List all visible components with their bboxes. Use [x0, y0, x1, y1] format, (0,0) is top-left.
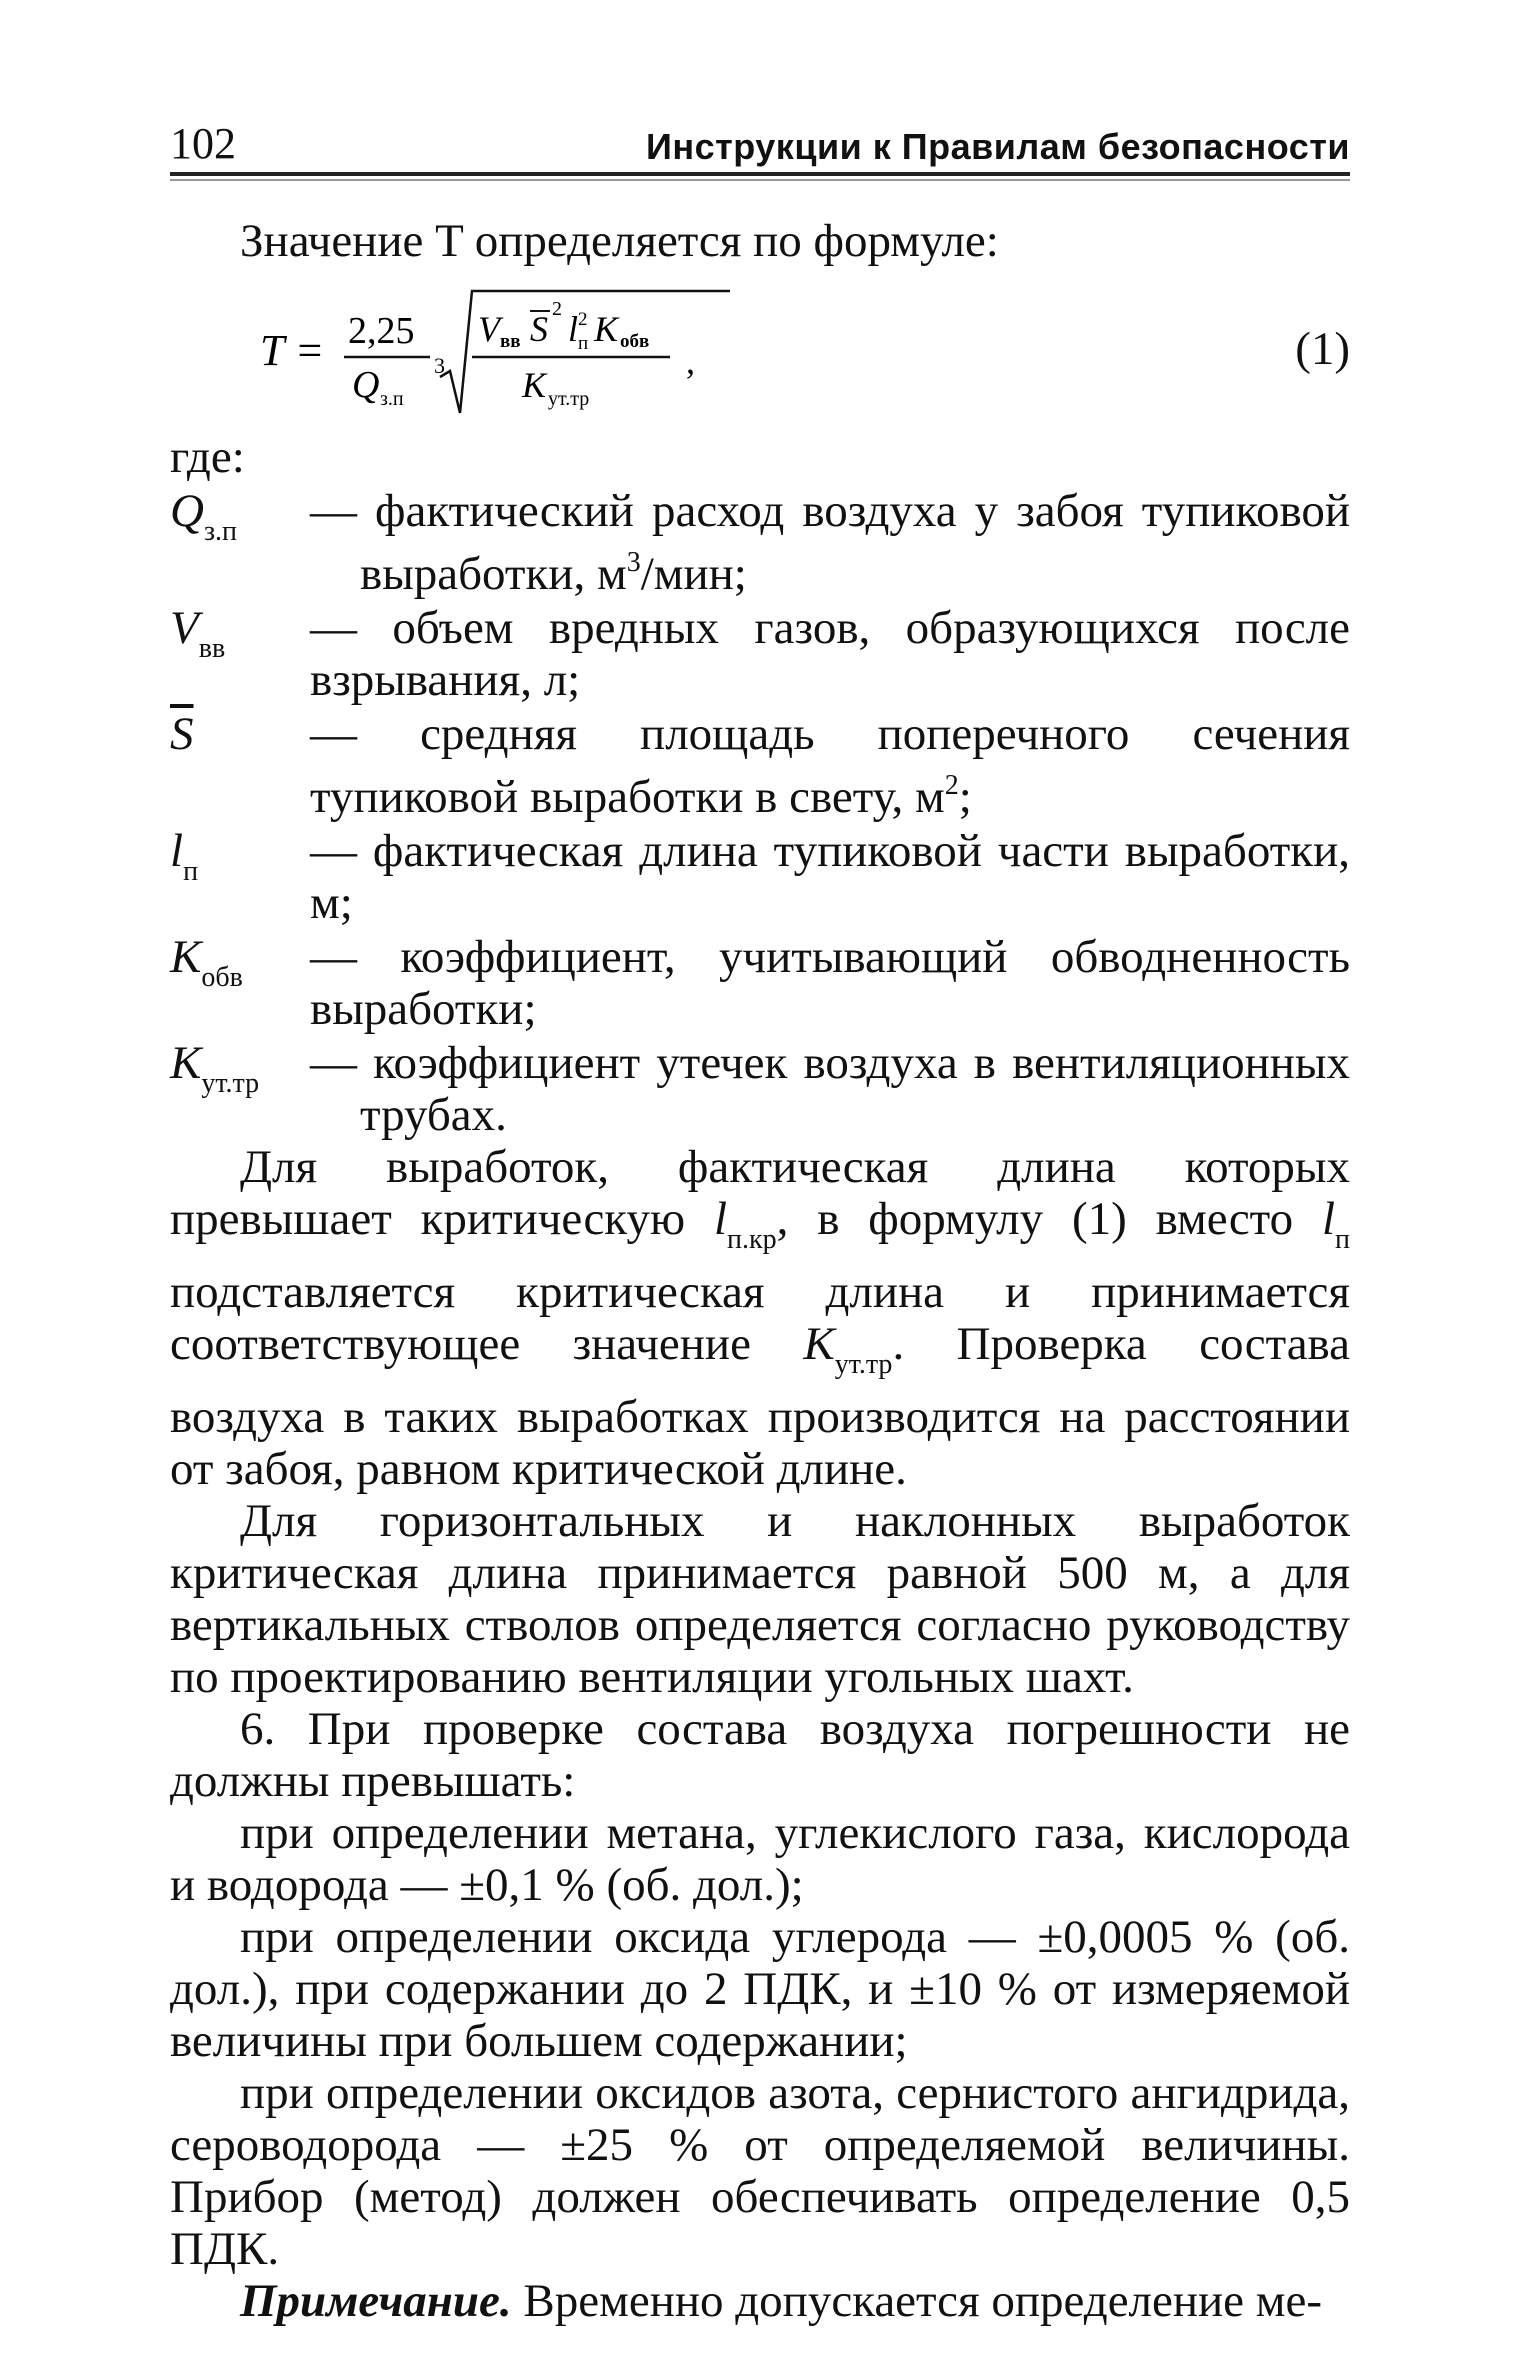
formula-intro: Значение T определяется по формуле: [240, 215, 999, 267]
paragraph-item-6: 6. При проверке состава воздуха погрешности не должны превышать: [170, 1703, 1350, 1807]
paragraph-note: Примечание. Временно допускается определение ме- [240, 2275, 1323, 2327]
definition-item [170, 602, 1350, 706]
root-index: 3 [434, 353, 445, 378]
formula-num-k: K [594, 309, 619, 349]
definition-text: — коэффициент, учитывающий обводненность выработки; [310, 931, 1350, 1035]
definition-item [170, 708, 1350, 823]
formula-svg [260, 273, 1260, 423]
definition-symbol: $K_{обв}$ [170, 931, 243, 993]
formula-num-l: l [568, 309, 579, 349]
formula-den-k: K [522, 365, 547, 405]
formula-den-k-sub: ут.тр [548, 388, 590, 410]
definition-symbol: $\overline{S}$ [170, 708, 194, 760]
definitions-list [170, 485, 1350, 1141]
definition-text: — средняя площадь поперечного сечения тупиковой выработки в свету, $м^2$; [310, 708, 1350, 823]
note-label: Примечание. [240, 2275, 512, 2327]
definition-item [170, 825, 1350, 929]
running-title: Инструкции к Правилам безопасности [646, 126, 1350, 167]
formula-num-s-sup: 2 [552, 298, 562, 320]
definition-text: — фактическая длина тупиковой части выработки, м; [310, 825, 1350, 929]
paragraph-carbon-oxide: при определении оксида углерода — ±0,0005 % (об. дол.), при содержании до 2 ПДК, и ±10 % от измеряемой величины при большем содержании; [170, 1911, 1350, 2067]
formula-num-s: S [530, 309, 548, 349]
formula-lhs: T = [260, 326, 325, 375]
formula-num-v-sub: вв [500, 331, 521, 352]
formula-num-k-sub: обв [620, 331, 650, 352]
formula-num-l-sub: п [578, 333, 589, 354]
definition-text: — объем вредных газов, образующихся после взрывания, л; [310, 602, 1350, 706]
formula-comma: , [686, 341, 695, 381]
paragraph-nitrogen-oxides: при определении оксидов азота, сернистого ангидрида, сероводорода — ±25 % от определяемой величины. Прибор (метод) должен обеспечивать определение 0,5 ПДК. [170, 2067, 1350, 2275]
header-rule [170, 172, 1350, 176]
definition-item [170, 1037, 1350, 1141]
page-number: 102 [170, 119, 236, 168]
header-rule-thin [170, 179, 1350, 181]
formula-den-q: Q [352, 364, 380, 406]
formula-1 [170, 273, 1350, 423]
page-header [170, 118, 1350, 178]
definition-item [170, 931, 1350, 1035]
definition-symbol: $l_п$ [170, 825, 199, 887]
formula-num-v: V [478, 309, 500, 349]
definition-text: — фактический расход воздуха у забоя тупиковой выработки, $м^3$/мин; [310, 485, 1350, 600]
definition-symbol: $K_{ут.тр}$ [170, 1037, 260, 1099]
formula-coef: 2,25 [348, 310, 415, 352]
paragraph-horizontal: Для горизонтальных и наклонных выработок критическая длина принимается равной 500 м, а для вертикальных стволов определяется согласно руководству по проектированию вентиляции угольных шахт. [170, 1495, 1350, 1703]
formula-den-q-sub: з.п [380, 388, 404, 410]
equation-number: (1) [1295, 323, 1350, 375]
definition-symbol: $Q_{з.п}$ [170, 485, 237, 547]
paragraph-critical-length: Для выработок, фактическая длина которых превышает критическую $l_{п.кр}$, в формулу (1) вместо $l_п$ подставляется критическая длина и принимается соответствующее значение $K_{ут.тр}$. Проверка состава воздуха в таких выработках производится на расстоянии от забоя, равном критической длине. [170, 1141, 1351, 1495]
definition-item [170, 485, 1350, 600]
where-label: где: [170, 431, 245, 483]
formula-num-l-sup: 2 [578, 309, 588, 330]
definition-symbol: $V_{вв}$ [170, 602, 226, 664]
paragraph-methane: при определении метана, углекислого газа, кислорода и водорода — ±0,1 % (об. дол.); [170, 1807, 1350, 1911]
page-body [170, 215, 1350, 2327]
definition-text: — коэффициент утечек воздуха в вентиляционных трубах. [310, 1037, 1350, 1141]
